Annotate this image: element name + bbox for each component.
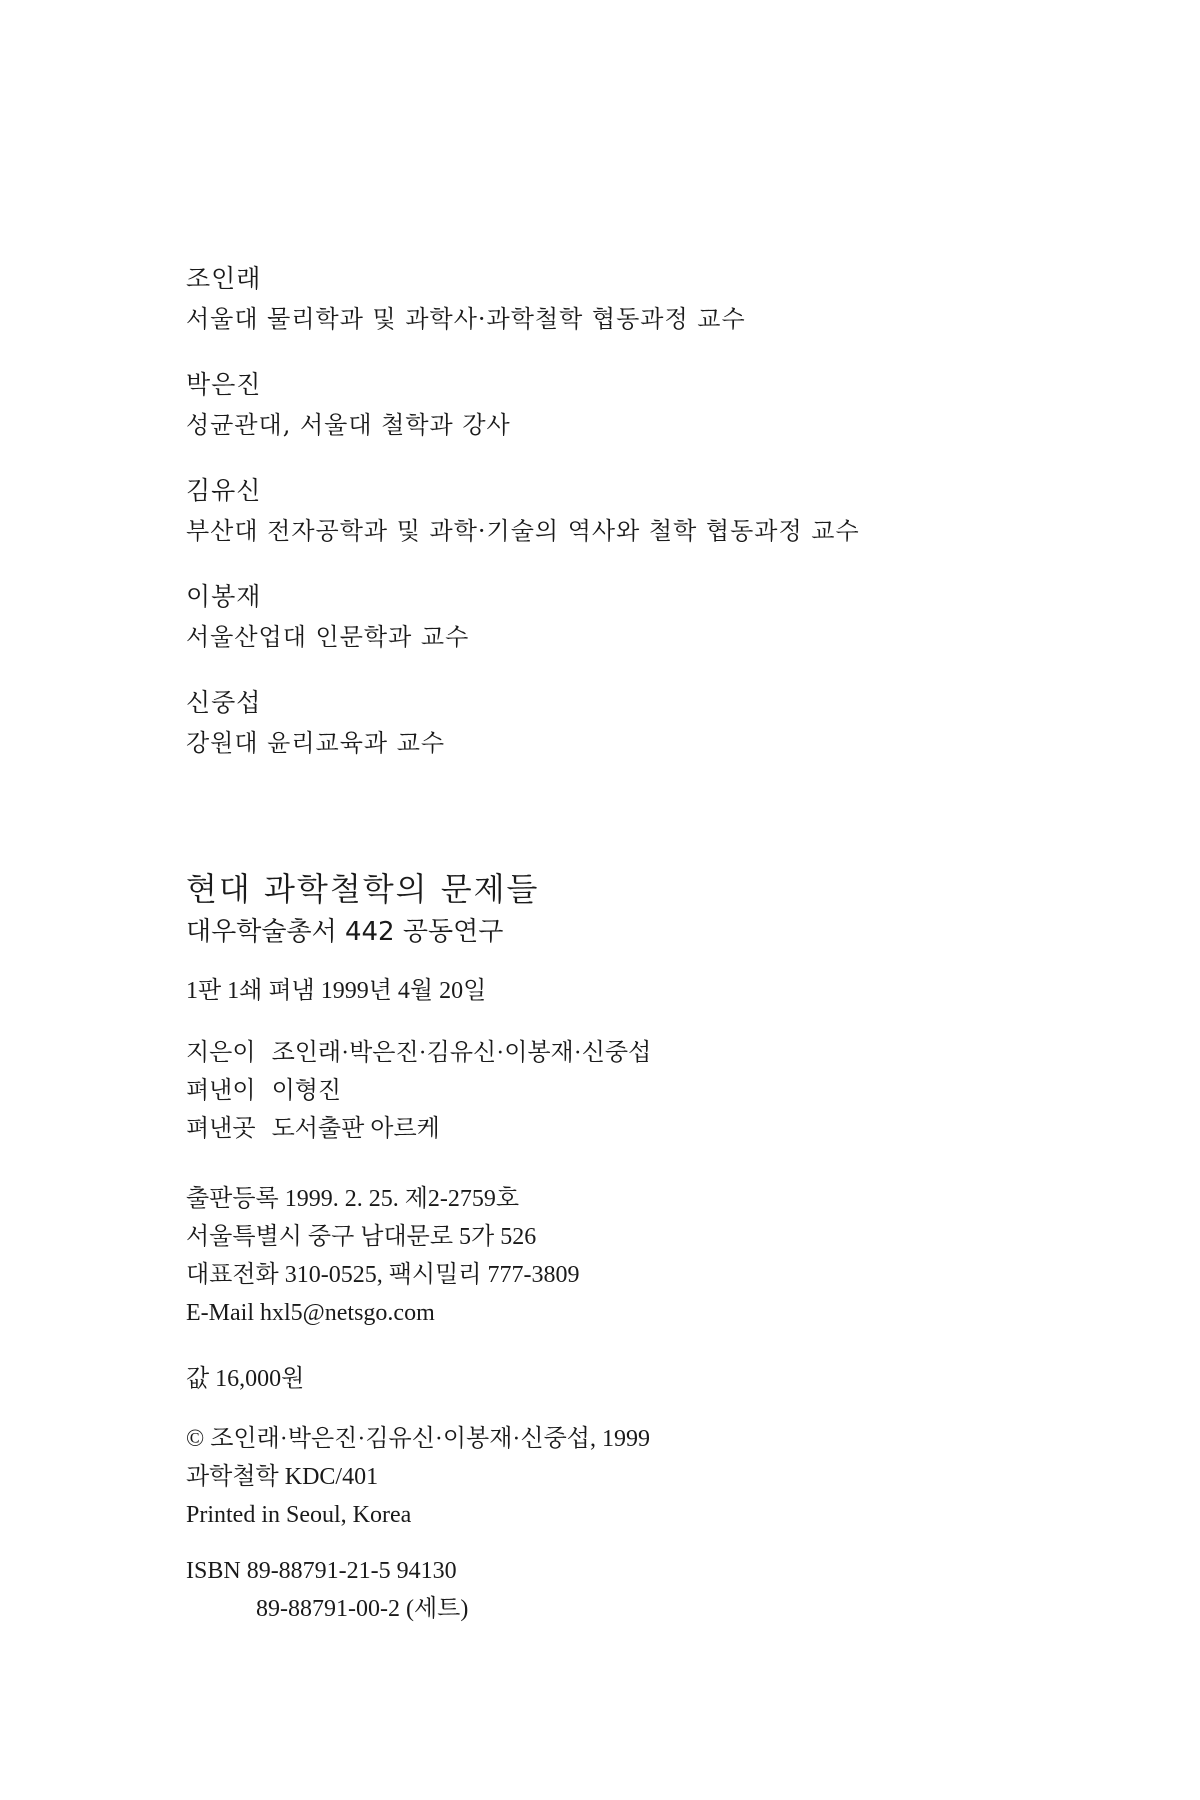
isbn-set-row bbox=[186, 1590, 1086, 1628]
author-affiliation: 성균관대, 서울대 철학과 강사 bbox=[186, 411, 511, 439]
price-block bbox=[186, 1360, 1086, 1398]
credits-block bbox=[186, 1034, 1086, 1148]
author-entry bbox=[186, 686, 1086, 766]
author-name: 김유신 bbox=[186, 476, 262, 505]
credit-label: 펴낸곳 bbox=[186, 1116, 256, 1142]
edition-block bbox=[186, 972, 1086, 1010]
author-affiliation: 서울대 물리학과 및 과학사·과학철학 협동과정 교수 bbox=[186, 305, 746, 333]
isbn-label: ISBN bbox=[186, 1558, 241, 1584]
author-name: 이봉재 bbox=[186, 582, 262, 611]
author-entry bbox=[186, 474, 1086, 554]
registration-line: 출판등록 1999. 2. 25. 제2-2759호 bbox=[186, 1186, 520, 1212]
author-list bbox=[186, 262, 1086, 792]
credit-label: 펴낸이 bbox=[186, 1078, 256, 1104]
book-title: 현대 과학철학의 문제들 bbox=[186, 870, 540, 908]
author-affiliation: 강원대 윤리교육과 교수 bbox=[186, 729, 446, 757]
credit-line bbox=[186, 1110, 1086, 1148]
author-entry bbox=[186, 368, 1086, 448]
isbn-primary: 89-88791-21-5 94130 bbox=[246, 1558, 457, 1584]
price-line: 값 16,000원 bbox=[186, 1366, 305, 1392]
author-name: 신중섭 bbox=[186, 688, 262, 717]
book-heading bbox=[186, 868, 1086, 954]
copyright-notice: © 조인래·박은진·김유신·이봉재·신중섭, 1999 bbox=[186, 1426, 650, 1452]
credit-label: 지은이 bbox=[186, 1040, 256, 1066]
credit-value: 조인래·박은진·김유신·이봉재·신중섭 bbox=[271, 1040, 652, 1066]
copyright-block bbox=[186, 1420, 1086, 1534]
credit-value: 이형진 bbox=[271, 1078, 342, 1104]
author-entry bbox=[186, 580, 1086, 660]
author-affiliation: 부산대 전자공학과 및 과학·기술의 역사와 철학 협동과정 교수 bbox=[186, 517, 860, 545]
credit-line bbox=[186, 1072, 1086, 1110]
credit-value: 도서출판 아르케 bbox=[271, 1116, 440, 1142]
address-line: 서울특별시 중구 남대문로 5가 526 bbox=[186, 1224, 537, 1250]
isbn-block bbox=[186, 1552, 1086, 1628]
author-name: 조인래 bbox=[186, 264, 262, 293]
classification-line: 과학철학 KDC/401 bbox=[186, 1464, 379, 1490]
author-affiliation: 서울산업대 인문학과 교수 bbox=[186, 623, 470, 651]
edition-line: 1판 1쇄 펴냄 1999년 4월 20일 bbox=[186, 978, 487, 1004]
printed-line: Printed in Seoul, Korea bbox=[186, 1502, 412, 1528]
author-entry bbox=[186, 262, 1086, 342]
author-name: 박은진 bbox=[186, 370, 262, 399]
credit-line bbox=[186, 1034, 1086, 1072]
publisher-info-block bbox=[186, 1180, 1086, 1332]
isbn-primary-row bbox=[186, 1552, 1086, 1590]
phone-line: 대표전화 310-0525, 팩시밀리 777-3809 bbox=[186, 1262, 580, 1288]
isbn-set: 89-88791-00-2 (세트) bbox=[256, 1596, 469, 1622]
book-series: 대우학술총서 442 공동연구 bbox=[186, 917, 504, 947]
email-line: E-Mail hxl5@netsgo.com bbox=[186, 1300, 435, 1326]
